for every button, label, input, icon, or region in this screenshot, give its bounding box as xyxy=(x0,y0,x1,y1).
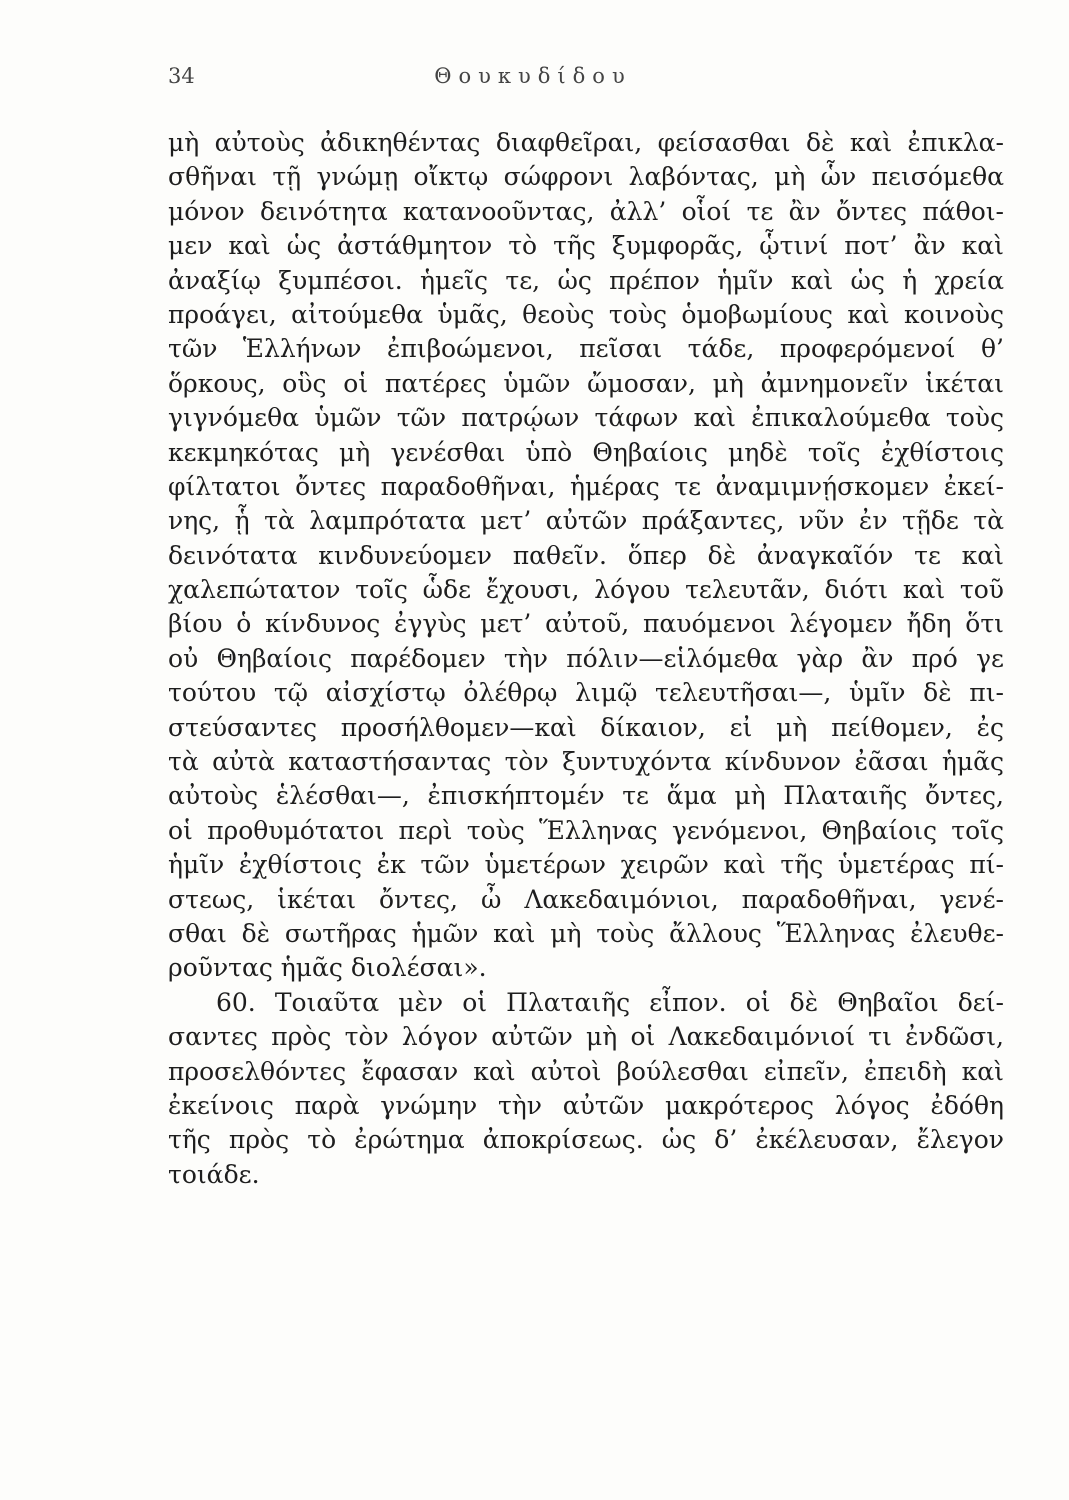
text-line: σθῆναι τῇ γνώμῃ οἴκτῳ σώφρονι λαβόντας, μὴ ὧν πεισόμεθα xyxy=(168,162,1004,192)
text-line: κεκμηκότας μὴ γενέσθαι ὑπὸ Θηβαίοις μηδὲ τοῖς ἐχθίστοις xyxy=(168,437,1004,467)
text-line: νης, ᾗ τὰ λαμπρότατα μετ’ αὐτῶν πράξαντες, νῦν ἐν τῇδε τὰ xyxy=(168,506,1004,536)
text-line: τοιάδε. xyxy=(168,1159,260,1189)
text-line: οὐ Θηβαίοις παρέδομεν τὴν πόλιν—εἱλόμεθα γὰρ ἂν πρό γε xyxy=(168,643,1004,673)
text-line: σαντες πρὸς τὸν λόγον αὐτῶν μὴ οἱ Λακεδαιμόνιοί τι ἐνδῶσι, xyxy=(168,1022,1004,1052)
text-line: προσελθόντες ἔφασαν καὶ αὐτοὶ βούλεσθαι εἰπεῖν, ἐπειδὴ καὶ xyxy=(168,1056,1004,1086)
text-line: μὴ αὐτοὺς ἀδικηθέντας διαφθεῖραι, φείσασθαι δὲ καὶ ἐπικλα- xyxy=(168,128,1004,157)
text-line: δεινότατα κινδυνεύομεν παθεῖν. ὅπερ δὲ ἀναγκαῖόν τε καὶ xyxy=(168,540,1004,570)
text-line: τούτου τῷ αἰσχίστῳ ὀλέθρῳ λιμῷ τελευτῆσαι—, ὑμῖν δὲ πι- xyxy=(168,678,1004,708)
chapter-start-line: 60. Τοιαῦτα μὲν οἱ Πλαταιῆς εἶπον. οἱ δὲ Θηβαῖοι δεί- xyxy=(216,987,1004,1017)
text-line: βίου ὁ κίνδυνος ἐγγὺς μετ’ αὐτοῦ, παυόμενοι λέγομεν ἤδη ὅτι xyxy=(168,609,1004,639)
text-line: τῶν Ἑλλήνων ἐπιβοώμενοι, πεῖσαι τάδε, προφερόμενοί θ’ xyxy=(168,334,1004,364)
text-line: οἱ προθυμότατοι περὶ τοὺς Ἕλληνας γενόμενοι, Θηβαίοις τοῖς xyxy=(168,815,1004,845)
text-line: προάγει, αἰτούμεθα ὑμᾶς, θεοὺς τοὺς ὁμοβωμίους καὶ κοινοὺς xyxy=(168,299,1004,329)
text-line: ἀναξίῳ ξυμπέσοι. ἡμεῖς τε, ὡς πρέπον ἡμῖν καὶ ὡς ἡ χρεία xyxy=(168,265,1004,295)
text-line: ἐκείνοις παρὰ γνώμην τὴν αὐτῶν μακρότερος λόγος ἐδόθη xyxy=(168,1090,1004,1120)
text-line: στεύσαντες προσήλθομεν—καὶ δίκαιον, εἰ μὴ πείθομεν, ἐς xyxy=(168,712,1004,742)
text-line: ἡμῖν ἐχθίστοις ἐκ τῶν ὑμετέρων χειρῶν καὶ τῆς ὑμετέρας πί- xyxy=(168,850,1004,880)
text-line: μόνον δεινότητα κατανοοῦντας, ἀλλ’ οἷοί τε ἂν ὄντες πάθοι- xyxy=(168,196,1004,226)
text-line: μεν καὶ ὡς ἀστάθμητον τὸ τῆς ξυμφορᾶς, ᾧτινί ποτ’ ἂν καὶ xyxy=(168,231,1004,261)
text-line: αὐτοὺς ἑλέσθαι—, ἐπισκήπτομέν τε ἅμα μὴ Πλαταιῆς ὄντες, xyxy=(168,781,1004,811)
text-line: φίλτατοι ὄντες παραδοθῆναι, ἡμέρας τε ἀναμιμνῄσκομεν ἐκεί- xyxy=(168,471,1004,501)
text-body xyxy=(168,126,1004,1192)
text-line: στεως, ἱκέται ὄντες, ὦ Λακεδαιμόνιοι, παραδοθῆναι, γενέ- xyxy=(168,884,1004,914)
text-line: γιγνόμεθα ὑμῶν τῶν πατρῴων τάφων καὶ ἐπικαλούμεθα τοὺς xyxy=(168,403,1004,433)
running-head: Θουκυδίδου xyxy=(434,64,632,88)
text-line: ὅρκους, οὓς οἱ πατέρες ὑμῶν ὤμοσαν, μὴ ἀμνημονεῖν ἱκέται xyxy=(168,368,1004,398)
text-line: ροῦντας ἡμᾶς διολέσαι». xyxy=(168,953,487,983)
text-line: σθαι δὲ σωτῆρας ἡμῶν καὶ μὴ τοὺς ἄλλους Ἕλληνας ἐλευθε- xyxy=(168,918,1004,948)
text-line: τὰ αὐτὰ καταστήσαντας τὸν ξυντυχόντα κίνδυνον ἐᾶσαι ἡμᾶς xyxy=(168,747,1004,777)
text-line: τῆς πρὸς τὸ ἐρώτημα ἀποκρίσεως. ὡς δ’ ἐκέλευσαν, ἔλεγον xyxy=(168,1125,1004,1155)
text-line: χαλεπώτατον τοῖς ὧδε ἔχουσι, λόγου τελευτᾶν, διότι καὶ τοῦ xyxy=(168,575,1004,605)
page-header xyxy=(168,64,898,100)
page-number: 34 xyxy=(168,64,195,88)
